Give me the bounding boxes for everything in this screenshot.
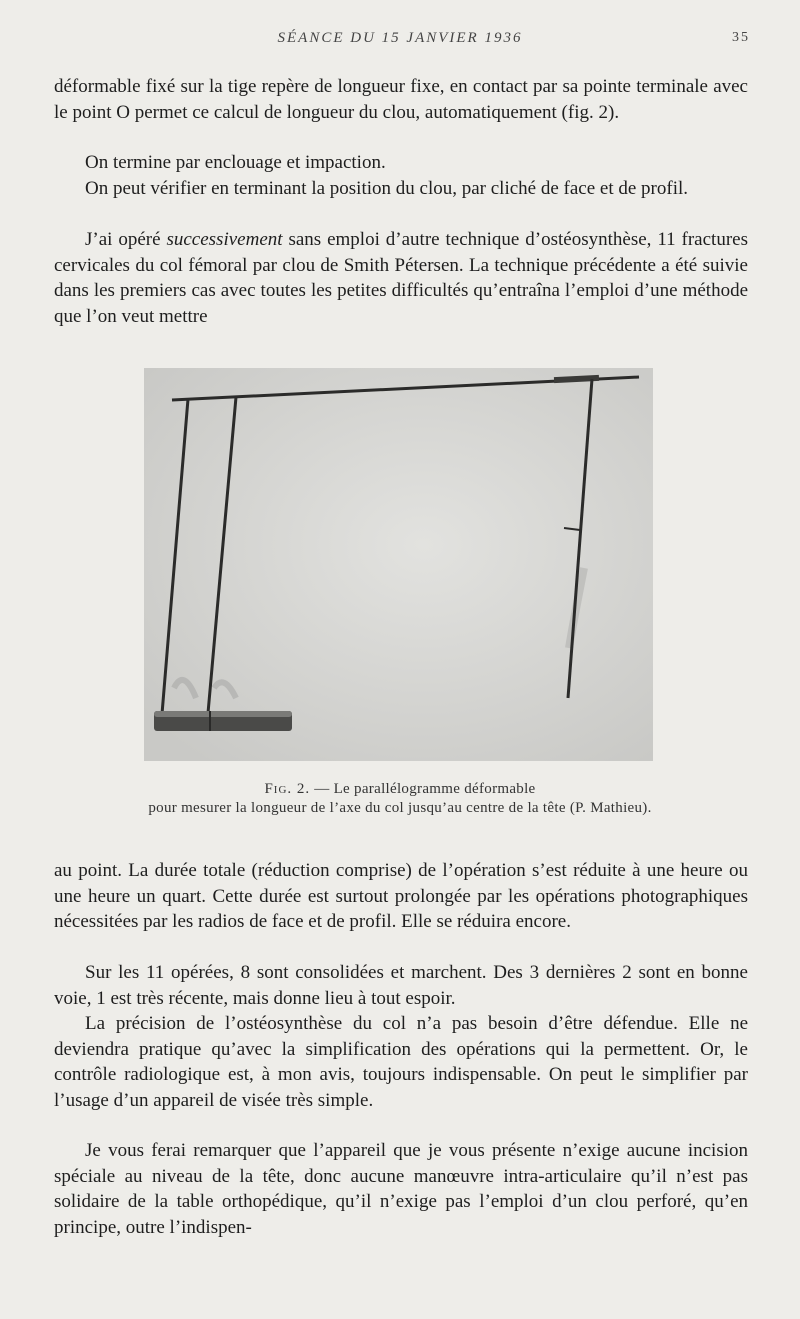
paragraph-8: Je vous ferai remarquer que l’appareil que je vous présente n’exige aucune incision spéciale au niveau de la tête, donc aucune manœuvre intra-articulaire qu’il n’est pas solidaire de la table orthopédique, qu’il n’exige pas l’emploi d’un clou perforé, qu’en principe, outre l’indispen-	[54, 1140, 748, 1238]
figure-photograph	[144, 368, 653, 761]
figure-label: Fig. 2.	[264, 781, 311, 797]
paragraph-6: Sur les 11 opérées, 8 sont consolidées et marchent. Des 3 dernières 2 sont en bonne voie, 1 est très récente, mais donne lieu à tout espoir.	[54, 962, 748, 1009]
paragraph-4-emphasis: successivement	[166, 229, 283, 250]
paragraph-5: au point. La durée totale (réduction comprise) de l’opération s’est réduite à une heure ou une heure un quart. Cette durée est surtout prolongée par les opérations photographiques nécessitées par les radios de face et de profil. Elle se réduira encore.	[54, 860, 748, 932]
running-title: SÉANCE DU 15 JANVIER 1936	[277, 30, 523, 46]
caption-line-2: pour mesurer la longueur de l’axe du col jusqu’au centre de la tête (P. Mathieu).	[148, 800, 652, 816]
parallelogram-apparatus-image	[144, 368, 653, 761]
page-number: 35	[732, 30, 750, 45]
paragraph-4	[54, 227, 748, 329]
paragraph-2: On termine par enclouage et impaction.	[85, 152, 386, 173]
figure-caption	[0, 780, 800, 818]
caption-line-1	[0, 780, 800, 799]
caption-title: — Le parallélogramme déformable	[314, 781, 536, 797]
paragraph-3: On peut vérifier en terminant la position du clou, par cliché de face et de profil.	[85, 178, 689, 199]
paragraph-4-rest: sans emploi d’autre technique d’ostéosynthèse, 11 fractures cervicales du col fémoral par clou de Smith Pétersen. La technique précédente a été suivie dans les premiers cas avec toutes les petites difficultés qu’entraîna l’emploi d’une méthode que l’on veut mettre	[54, 229, 748, 327]
paragraph-1: déformable fixé sur la tige repère de longueur fixe, en contact par sa pointe terminale avec le point O permet ce calcul de longueur du clou, automatiquement (fig. 2).	[54, 76, 748, 123]
paragraph-7: La précision de l’ostéosynthèse du col n’a pas besoin d’être défendue. Elle ne deviendra pratique qu’avec la simplification des opérations qui la permettent. Or, le contrôle radiologique est, à mon avis, toujours indispensable. On peut le simplifier par l’usage d’un appareil de visée très simple.	[54, 1013, 748, 1111]
page-header	[0, 30, 800, 54]
paragraph-4-start: J’ai opéré	[85, 229, 161, 250]
bottom-cylinder-highlight	[154, 711, 292, 717]
